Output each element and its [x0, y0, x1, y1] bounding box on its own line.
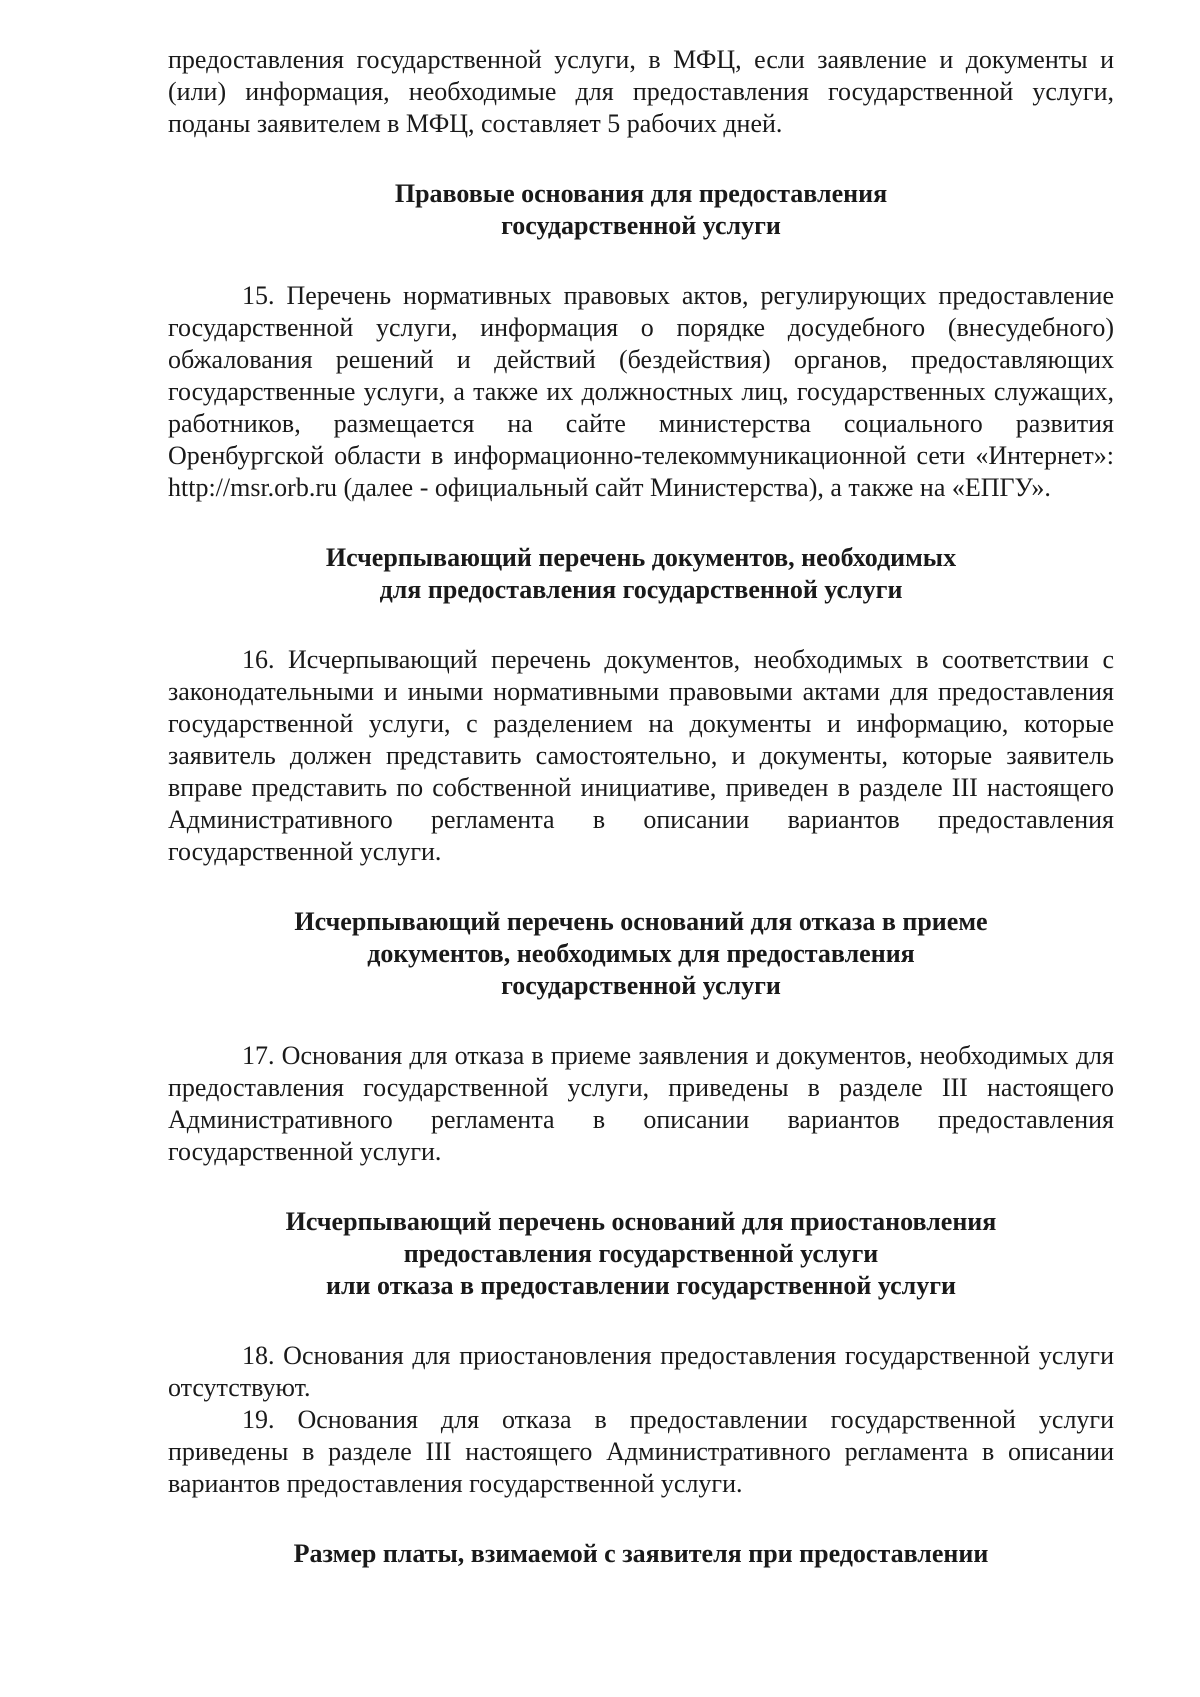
heading-line: или отказа в предоставлении государственной услуги: [325, 1271, 957, 1300]
heading-line: предоставления государственной услуги: [403, 1239, 879, 1268]
paragraph-16: 16. Исчерпывающий перечень документов, необходимых в соответствии с законодательными и иными нормативными правовыми актами для предоставления государственной услуги, с разделением на документы и информацию, которые заявитель должен представить самостоятельно, и документы, которые заявитель вправе представить по собственной инициативе, приведен в разделе III настоящего Административного регламента в описании вариантов предоставления государственной услуги.: [168, 645, 1114, 866]
heading-line: для предоставления государственной услуги: [379, 575, 903, 604]
heading-line: документов, необходимых для предоставления: [367, 939, 915, 968]
heading-line: Размер платы, взимаемой с заявителя при предоставлении: [293, 1539, 989, 1568]
section-heading-documents-list: [168, 542, 1114, 606]
paragraph-19: 19. Основания для отказа в предоставлении государственной услуги приведены в разделе III настоящего Административного регламента в описании вариантов предоставления государственной услуги.: [168, 1405, 1114, 1498]
section-heading-fee: [168, 1538, 1114, 1570]
heading-line: Исчерпывающий перечень документов, необходимых: [325, 543, 957, 572]
heading-line: Правовые основания для предоставления: [394, 179, 888, 208]
section-heading-suspension-grounds: [168, 1206, 1114, 1302]
heading-line: Исчерпывающий перечень оснований для отказа в приеме: [294, 907, 988, 936]
section-heading-legal-basis: [168, 178, 1114, 242]
paragraph-17: 17. Основания для отказа в приеме заявления и документов, необходимых для предоставления государственной услуги, приведены в разделе III настоящего Административного регламента в описании вариантов предоставления государственной услуги.: [168, 1041, 1114, 1166]
section-heading-refusal-grounds: [168, 906, 1114, 1002]
heading-line: государственной услуги: [501, 211, 781, 240]
paragraph-15: 15. Перечень нормативных правовых актов, регулирующих предоставление государственной услуги, информация о порядке досудебного (внесудебного) обжалования решений и действий (бездействия) органов, предоставляющих государственные услуги, а также их должностных лиц, государственных служащих, работников, размещается на сайте министерства социального развития Оренбургской области в информационно-телекоммуникационной сети «Интернет»: http://msr.orb.ru (далее - официальный сайт Министерства), а также на «ЕПГУ».: [168, 281, 1114, 502]
heading-line: государственной услуги: [501, 971, 781, 1000]
paragraph-18: 18. Основания для приостановления предоставления государственной услуги отсутствуют.: [168, 1341, 1114, 1402]
intro-paragraph: предоставления государственной услуги, в МФЦ, если заявление и документы и (или) информация, необходимые для предоставления государственной услуги, поданы заявителем в МФЦ, составляет 5 рабочих дней.: [168, 45, 1114, 138]
heading-line: Исчерпывающий перечень оснований для приостановления: [285, 1207, 997, 1236]
